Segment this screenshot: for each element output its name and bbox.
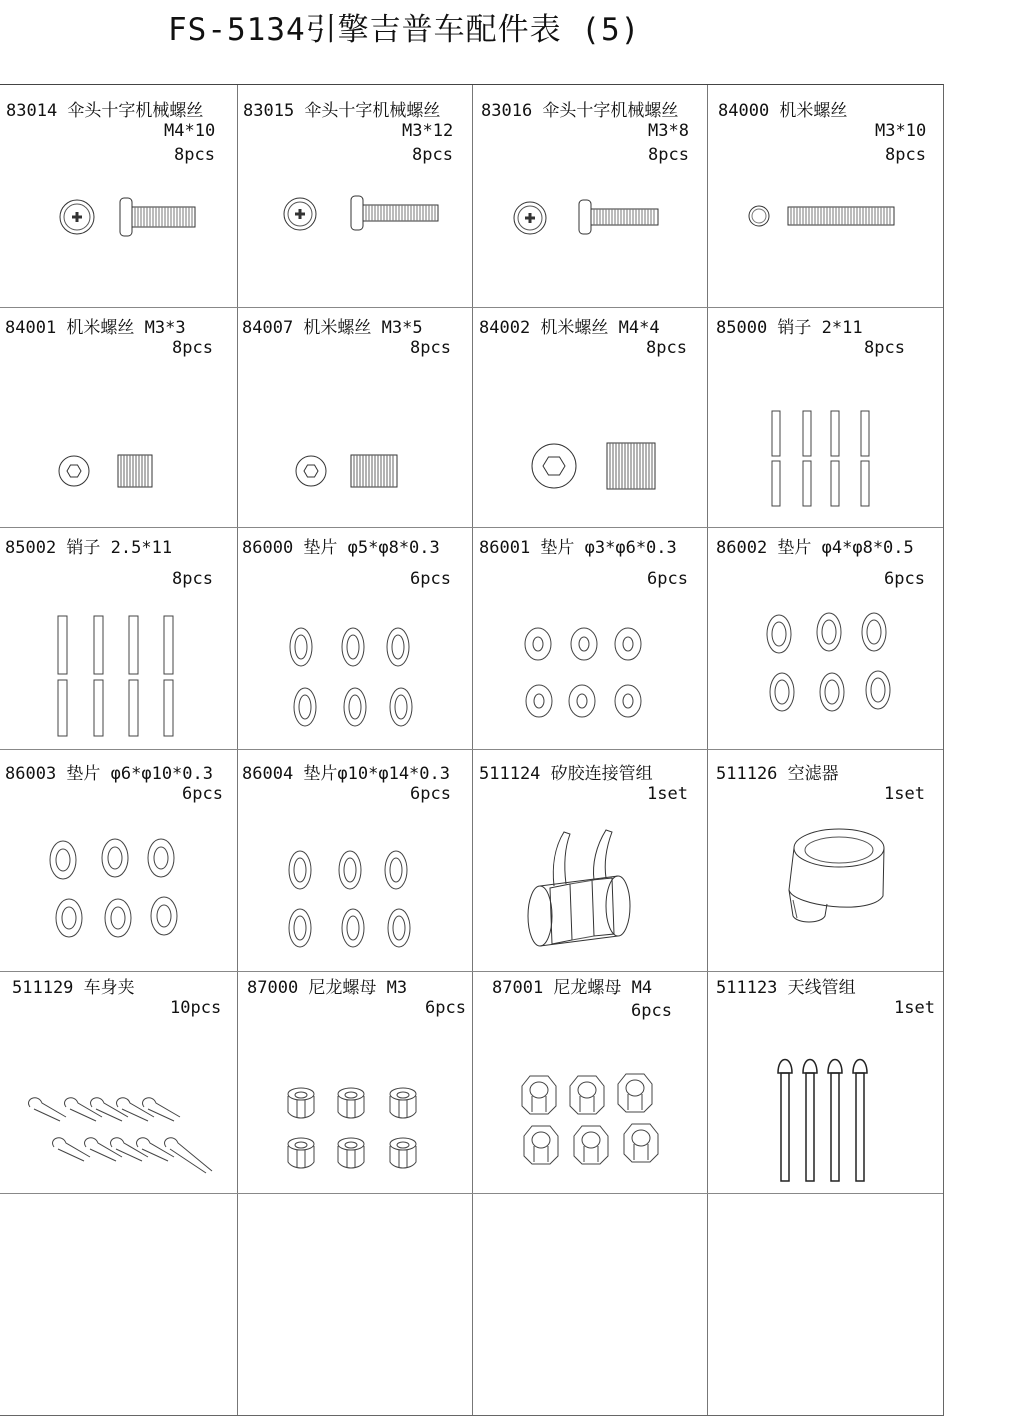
part-label: 84002 机米螺丝 M4*4 xyxy=(479,318,660,338)
column-divider xyxy=(237,85,238,1415)
part-spec: M3*10 xyxy=(875,121,927,141)
washer-icon xyxy=(47,838,187,943)
part-label: 511124 矽胶连接管组 xyxy=(479,764,653,784)
part-qty: 1set xyxy=(647,784,688,804)
grub-screw-icon xyxy=(58,453,158,493)
part-qty: 8pcs xyxy=(646,338,687,358)
antenna-tube-icon xyxy=(775,1053,875,1185)
part-label: 85002 销子 2.5*11 xyxy=(5,538,173,558)
column-divider xyxy=(707,85,708,1415)
washer-icon xyxy=(522,627,647,722)
part-qty: 6pcs xyxy=(182,784,223,804)
part-label: 87001 尼龙螺母 M4 xyxy=(492,978,653,998)
part-label: 84001 机米螺丝 M3*3 xyxy=(5,318,186,338)
part-qty: 8pcs xyxy=(412,145,453,165)
body-clip-icon xyxy=(26,1095,216,1180)
air-filter-icon xyxy=(781,826,891,931)
part-qty: 6pcs xyxy=(631,1001,672,1021)
pin-icon xyxy=(770,409,875,509)
pan-head-phillips-screw-icon xyxy=(510,196,660,246)
part-qty: 6pcs xyxy=(410,569,451,589)
washer-icon xyxy=(288,625,413,730)
page-title: FS-5134引擎吉普车配件表 (5) xyxy=(168,12,641,48)
part-qty: 8pcs xyxy=(410,338,451,358)
part-qty: 8pcs xyxy=(172,338,213,358)
set-screw-icon xyxy=(748,204,898,234)
part-qty: 10pcs xyxy=(170,998,222,1018)
part-qty: 6pcs xyxy=(647,569,688,589)
washer-icon xyxy=(764,612,894,717)
part-label: 83016 伞头十字机械螺丝 xyxy=(481,101,679,121)
nylon-nut-icon xyxy=(285,1086,435,1171)
parts-table xyxy=(0,84,944,1416)
part-label: 86001 垫片 φ3*φ6*0.3 xyxy=(479,538,677,558)
part-label: 83015 伞头十字机械螺丝 xyxy=(243,101,441,121)
silicone-coupler-icon xyxy=(524,828,644,953)
nylon-nut-icon xyxy=(518,1072,668,1172)
part-qty: 8pcs xyxy=(174,145,215,165)
part-label: 86004 垫片φ10*φ14*0.3 xyxy=(242,764,450,784)
part-label: 511123 天线管组 xyxy=(716,978,856,998)
washer-icon xyxy=(286,848,416,953)
part-spec: M3*8 xyxy=(648,121,689,141)
part-label: 86003 垫片 φ6*φ10*0.3 xyxy=(5,764,213,784)
row-divider xyxy=(0,971,943,972)
part-spec: M3*12 xyxy=(402,121,454,141)
part-qty: 1set xyxy=(894,998,935,1018)
part-qty: 8pcs xyxy=(864,338,905,358)
part-label: 86002 垫片 φ4*φ8*0.5 xyxy=(716,538,914,558)
part-qty: 6pcs xyxy=(425,998,466,1018)
grub-screw-icon xyxy=(295,453,405,493)
part-label: 84007 机米螺丝 M3*5 xyxy=(242,318,423,338)
part-qty: 6pcs xyxy=(410,784,451,804)
part-label: 83014 伞头十字机械螺丝 xyxy=(6,101,204,121)
part-qty: 8pcs xyxy=(885,145,926,165)
pin-icon xyxy=(56,614,181,739)
part-label: 511129 车身夹 xyxy=(12,978,135,998)
part-qty: 8pcs xyxy=(648,145,689,165)
pan-head-phillips-screw-icon xyxy=(55,192,205,242)
grub-screw-icon xyxy=(531,441,661,493)
row-divider xyxy=(0,1193,943,1194)
column-divider xyxy=(472,85,473,1415)
part-label: 85000 销子 2*11 xyxy=(716,318,863,338)
part-spec: M4*10 xyxy=(164,121,216,141)
pan-head-phillips-screw-icon xyxy=(278,192,448,242)
part-label: 511126 空滤器 xyxy=(716,764,839,784)
part-label: 84000 机米螺丝 xyxy=(718,101,848,121)
part-label: 87000 尼龙螺母 M3 xyxy=(247,978,408,998)
row-divider xyxy=(0,307,943,308)
row-divider xyxy=(0,749,943,750)
part-qty: 8pcs xyxy=(172,569,213,589)
part-qty: 1set xyxy=(884,784,925,804)
part-label: 86000 垫片 φ5*φ8*0.3 xyxy=(242,538,440,558)
row-divider xyxy=(0,527,943,528)
part-qty: 6pcs xyxy=(884,569,925,589)
